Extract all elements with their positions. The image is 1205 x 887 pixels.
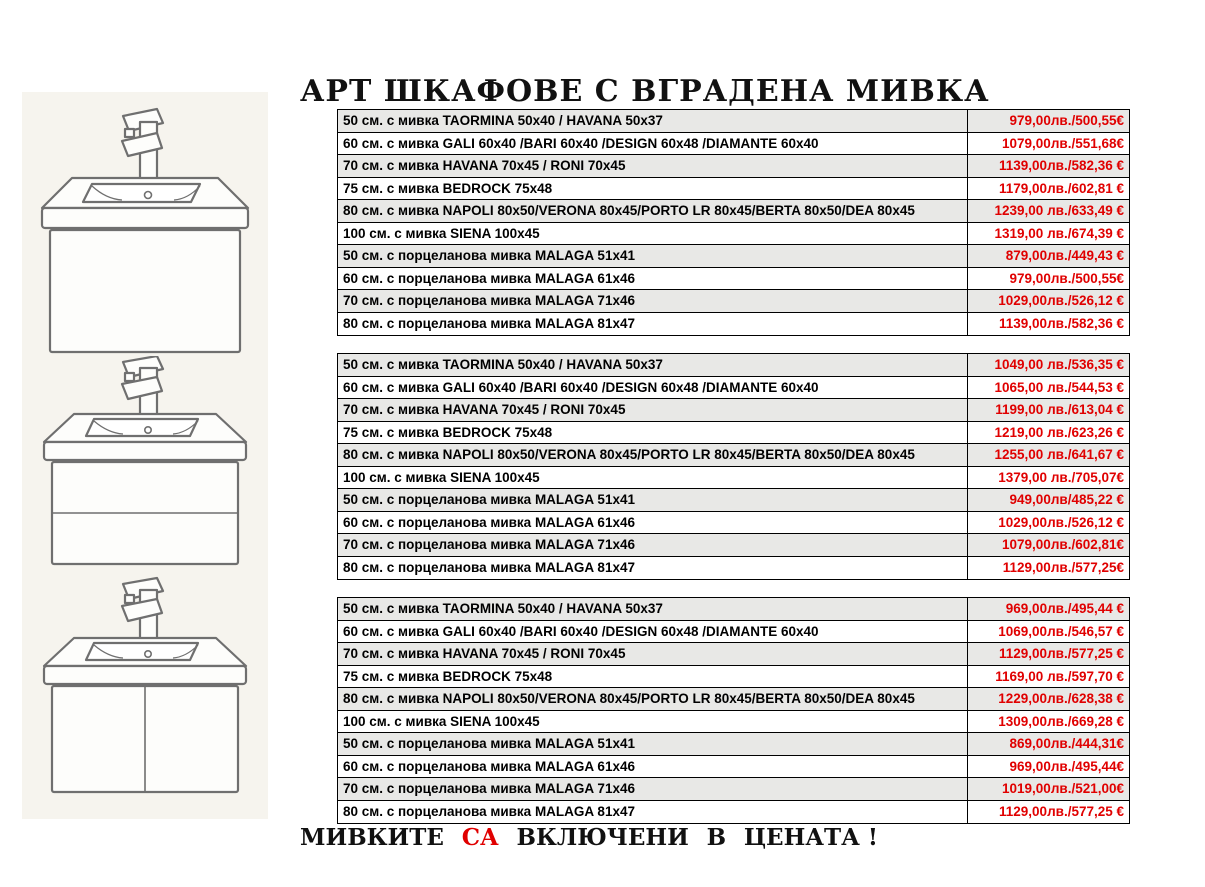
- price-cell: 1199,00 лв./613,04 €: [967, 399, 1129, 421]
- table-row: [338, 290, 1129, 313]
- table-row: [338, 110, 1129, 133]
- price-cell: 879,00лв./449,43 €: [967, 245, 1129, 267]
- table-row: [338, 268, 1129, 291]
- product-description-cell: 100 см. с мивка SIENA 100x45: [343, 225, 540, 241]
- table-row: [338, 666, 1129, 689]
- table-row: [338, 711, 1129, 734]
- product-table-2: [337, 353, 1130, 580]
- price-cell: 969,00лв./495,44 €: [967, 598, 1129, 620]
- product-description-cell: 80 см. с порцеланова мивка MALAGA 81x47: [343, 316, 635, 332]
- product-description-cell: 50 см. с мивка TAORMINA 50x40 / HAVANA 50x37: [343, 357, 663, 373]
- footer-word-2: СА: [461, 824, 499, 851]
- product-table-3: [337, 597, 1130, 824]
- product-description-cell: 75 см. с мивка BEDROCK 75x48: [343, 668, 553, 684]
- price-cell: 1139,00лв./582,36 €: [967, 155, 1129, 177]
- table-row: [338, 534, 1129, 557]
- counter-apron: [44, 666, 246, 684]
- product-table-1: [337, 109, 1130, 336]
- price-cell: 969,00лв./495,44€: [967, 756, 1129, 778]
- price-cell: 1139,00лв./582,36 €: [967, 313, 1129, 336]
- product-description-cell: 75 см. с мивка BEDROCK 75x48: [343, 424, 553, 440]
- product-description-cell: 70 см. с порцеланова мивка MALAGA 71x46: [343, 293, 635, 309]
- product-description-cell: 70 см. с мивка HAVANA 70x45 / RONI 70x45: [343, 158, 626, 174]
- product-description-cell: 60 см. с порцеланова мивка MALAGA 61x46: [343, 514, 635, 530]
- price-cell: 1129,00лв./577,25 €: [967, 643, 1129, 665]
- price-cell: 1309,00лв./669,28 €: [967, 711, 1129, 733]
- product-description-cell: 60 см. с мивка GALI 60x40 /BARI 60x40 /DESIGN 60x48 /DIAMANTE 60x40: [343, 623, 819, 639]
- product-description-cell: 60 см. с мивка GALI 60x40 /BARI 60x40 /DESIGN 60x48 /DIAMANTE 60x40: [343, 379, 819, 395]
- product-description-cell: 50 см. с мивка TAORMINA 50x40 / HAVANA 50x37: [343, 601, 663, 617]
- table-row: [338, 801, 1129, 824]
- footer-word-4: В: [706, 824, 727, 851]
- product-description-cell: 80 см. с мивка NAPOLI 80x50/VERONA 80x45/PORTO LR 80x45/BERTA 80x50/DEA 80x45: [343, 203, 915, 219]
- price-cell: 1219,00 лв./623,26 €: [967, 422, 1129, 444]
- product-description-cell: 60 см. с мивка GALI 60x40 /BARI 60x40 /DESIGN 60x48 /DIAMANTE 60x40: [343, 135, 819, 151]
- table-row: [338, 223, 1129, 246]
- product-description-cell: 80 см. с мивка NAPOLI 80x50/VERONA 80x45/PORTO LR 80x45/BERTA 80x50/DEA 80x45: [343, 691, 915, 707]
- product-description-cell: 50 см. с мивка TAORMINA 50x40 / HAVANA 50x37: [343, 113, 663, 129]
- footer-word-3: ВКЛЮЧЕНИ: [516, 824, 689, 851]
- table-row: [338, 733, 1129, 756]
- price-cell: 949,00лв/485,22 €: [967, 489, 1129, 511]
- table-row: [338, 399, 1129, 422]
- price-cell: 1029,00лв./526,12 €: [967, 512, 1129, 534]
- product-description-cell: 70 см. с порцеланова мивка MALAGA 71x46: [343, 537, 635, 553]
- table-row: [338, 178, 1129, 201]
- price-cell: 1319,00 лв./674,39 €: [967, 223, 1129, 245]
- overflow-hole: [145, 427, 151, 433]
- table-row: [338, 422, 1129, 445]
- vanity-drawing-single-front: [22, 100, 268, 355]
- price-cell: 1169,00 лв./597,70 €: [967, 666, 1129, 688]
- price-cell: 1179,00лв./602,81 €: [967, 178, 1129, 200]
- price-cell: 979,00лв./500,55€: [967, 110, 1129, 132]
- table-row: [338, 354, 1129, 377]
- overflow-hole: [145, 192, 152, 199]
- table-row: [338, 512, 1129, 535]
- price-cell: 1079,00лв./551,68€: [967, 133, 1129, 155]
- product-description-cell: 80 см. с порцеланова мивка MALAGA 81x47: [343, 560, 635, 576]
- product-description-cell: 50 см. с порцеланова мивка MALAGA 51x41: [343, 248, 635, 264]
- footer-note: [300, 824, 878, 851]
- page-title: АРТ ШКАФОВЕ С ВГРАДЕНА МИВКА: [300, 74, 990, 109]
- faucet-icon: [122, 356, 163, 416]
- table-row: [338, 133, 1129, 156]
- product-description-cell: 70 см. с порцеланова мивка MALAGA 71x46: [343, 781, 635, 797]
- counter-apron: [44, 442, 246, 460]
- price-cell: 1129,00лв./577,25€: [967, 557, 1129, 580]
- table-row: [338, 778, 1129, 801]
- price-cell: 1019,00лв./521,00€: [967, 778, 1129, 800]
- table-row: [338, 467, 1129, 490]
- product-description-cell: 60 см. с порцеланова мивка MALAGA 61x46: [343, 270, 635, 286]
- table-row: [338, 621, 1129, 644]
- table-row: [338, 444, 1129, 467]
- table-row: [338, 688, 1129, 711]
- product-description-cell: 50 см. с порцеланова мивка MALAGA 51x41: [343, 492, 635, 508]
- faucet-icon: [122, 578, 163, 640]
- table-row: [338, 598, 1129, 621]
- product-description-cell: 80 см. с мивка NAPOLI 80x50/VERONA 80x45/PORTO LR 80x45/BERTA 80x50/DEA 80x45: [343, 447, 915, 463]
- cabinet-body: [50, 230, 240, 352]
- table-row: [338, 377, 1129, 400]
- counter-apron: [42, 208, 248, 228]
- price-cell: 869,00лв./444,31€: [967, 733, 1129, 755]
- price-cell: 1129,00лв./577,25 €: [967, 801, 1129, 824]
- price-cell: 1049,00 лв./536,35 €: [967, 354, 1129, 376]
- price-cell: 1255,00 лв./641,67 €: [967, 444, 1129, 466]
- table-row: [338, 756, 1129, 779]
- vanity-drawing-two-doors: [22, 576, 268, 796]
- product-description-cell: 50 см. с порцеланова мивка MALAGA 51x41: [343, 736, 635, 752]
- table-row: [338, 557, 1129, 580]
- price-cell: 1029,00лв./526,12 €: [967, 290, 1129, 312]
- price-cell: 1379,00 лв./705,07€: [967, 467, 1129, 489]
- price-cell: 1229,00лв./628,38 €: [967, 688, 1129, 710]
- table-row: [338, 245, 1129, 268]
- price-cell: 1065,00 лв./544,53 €: [967, 377, 1129, 399]
- footer-word-5: ЦЕНАТА !: [743, 824, 878, 851]
- product-description-cell: 60 см. с порцеланова мивка MALAGA 61x46: [343, 758, 635, 774]
- product-description-cell: 100 см. с мивка SIENA 100x45: [343, 469, 540, 485]
- overflow-hole: [145, 651, 151, 657]
- product-description-cell: 100 см. с мивка SIENA 100x45: [343, 713, 540, 729]
- price-cell: 1069,00лв./546,57 €: [967, 621, 1129, 643]
- price-cell: 979,00лв./500,55€: [967, 268, 1129, 290]
- price-cell: 1079,00лв./602,81€: [967, 534, 1129, 556]
- table-row: [338, 643, 1129, 666]
- table-row: [338, 313, 1129, 336]
- table-row: [338, 200, 1129, 223]
- table-row: [338, 155, 1129, 178]
- product-description-cell: 75 см. с мивка BEDROCK 75x48: [343, 180, 553, 196]
- product-description-cell: 70 см. с мивка HAVANA 70x45 / RONI 70x45: [343, 646, 626, 662]
- faucet-icon: [122, 109, 163, 180]
- product-description-cell: 70 см. с мивка HAVANA 70x45 / RONI 70x45: [343, 402, 626, 418]
- price-cell: 1239,00 лв./633,49 €: [967, 200, 1129, 222]
- vanity-drawing-two-drawers: [22, 356, 268, 568]
- table-row: [338, 489, 1129, 512]
- product-description-cell: 80 см. с порцеланова мивка MALAGA 81x47: [343, 804, 635, 820]
- footer-word-1: МИВКИТЕ: [300, 824, 444, 851]
